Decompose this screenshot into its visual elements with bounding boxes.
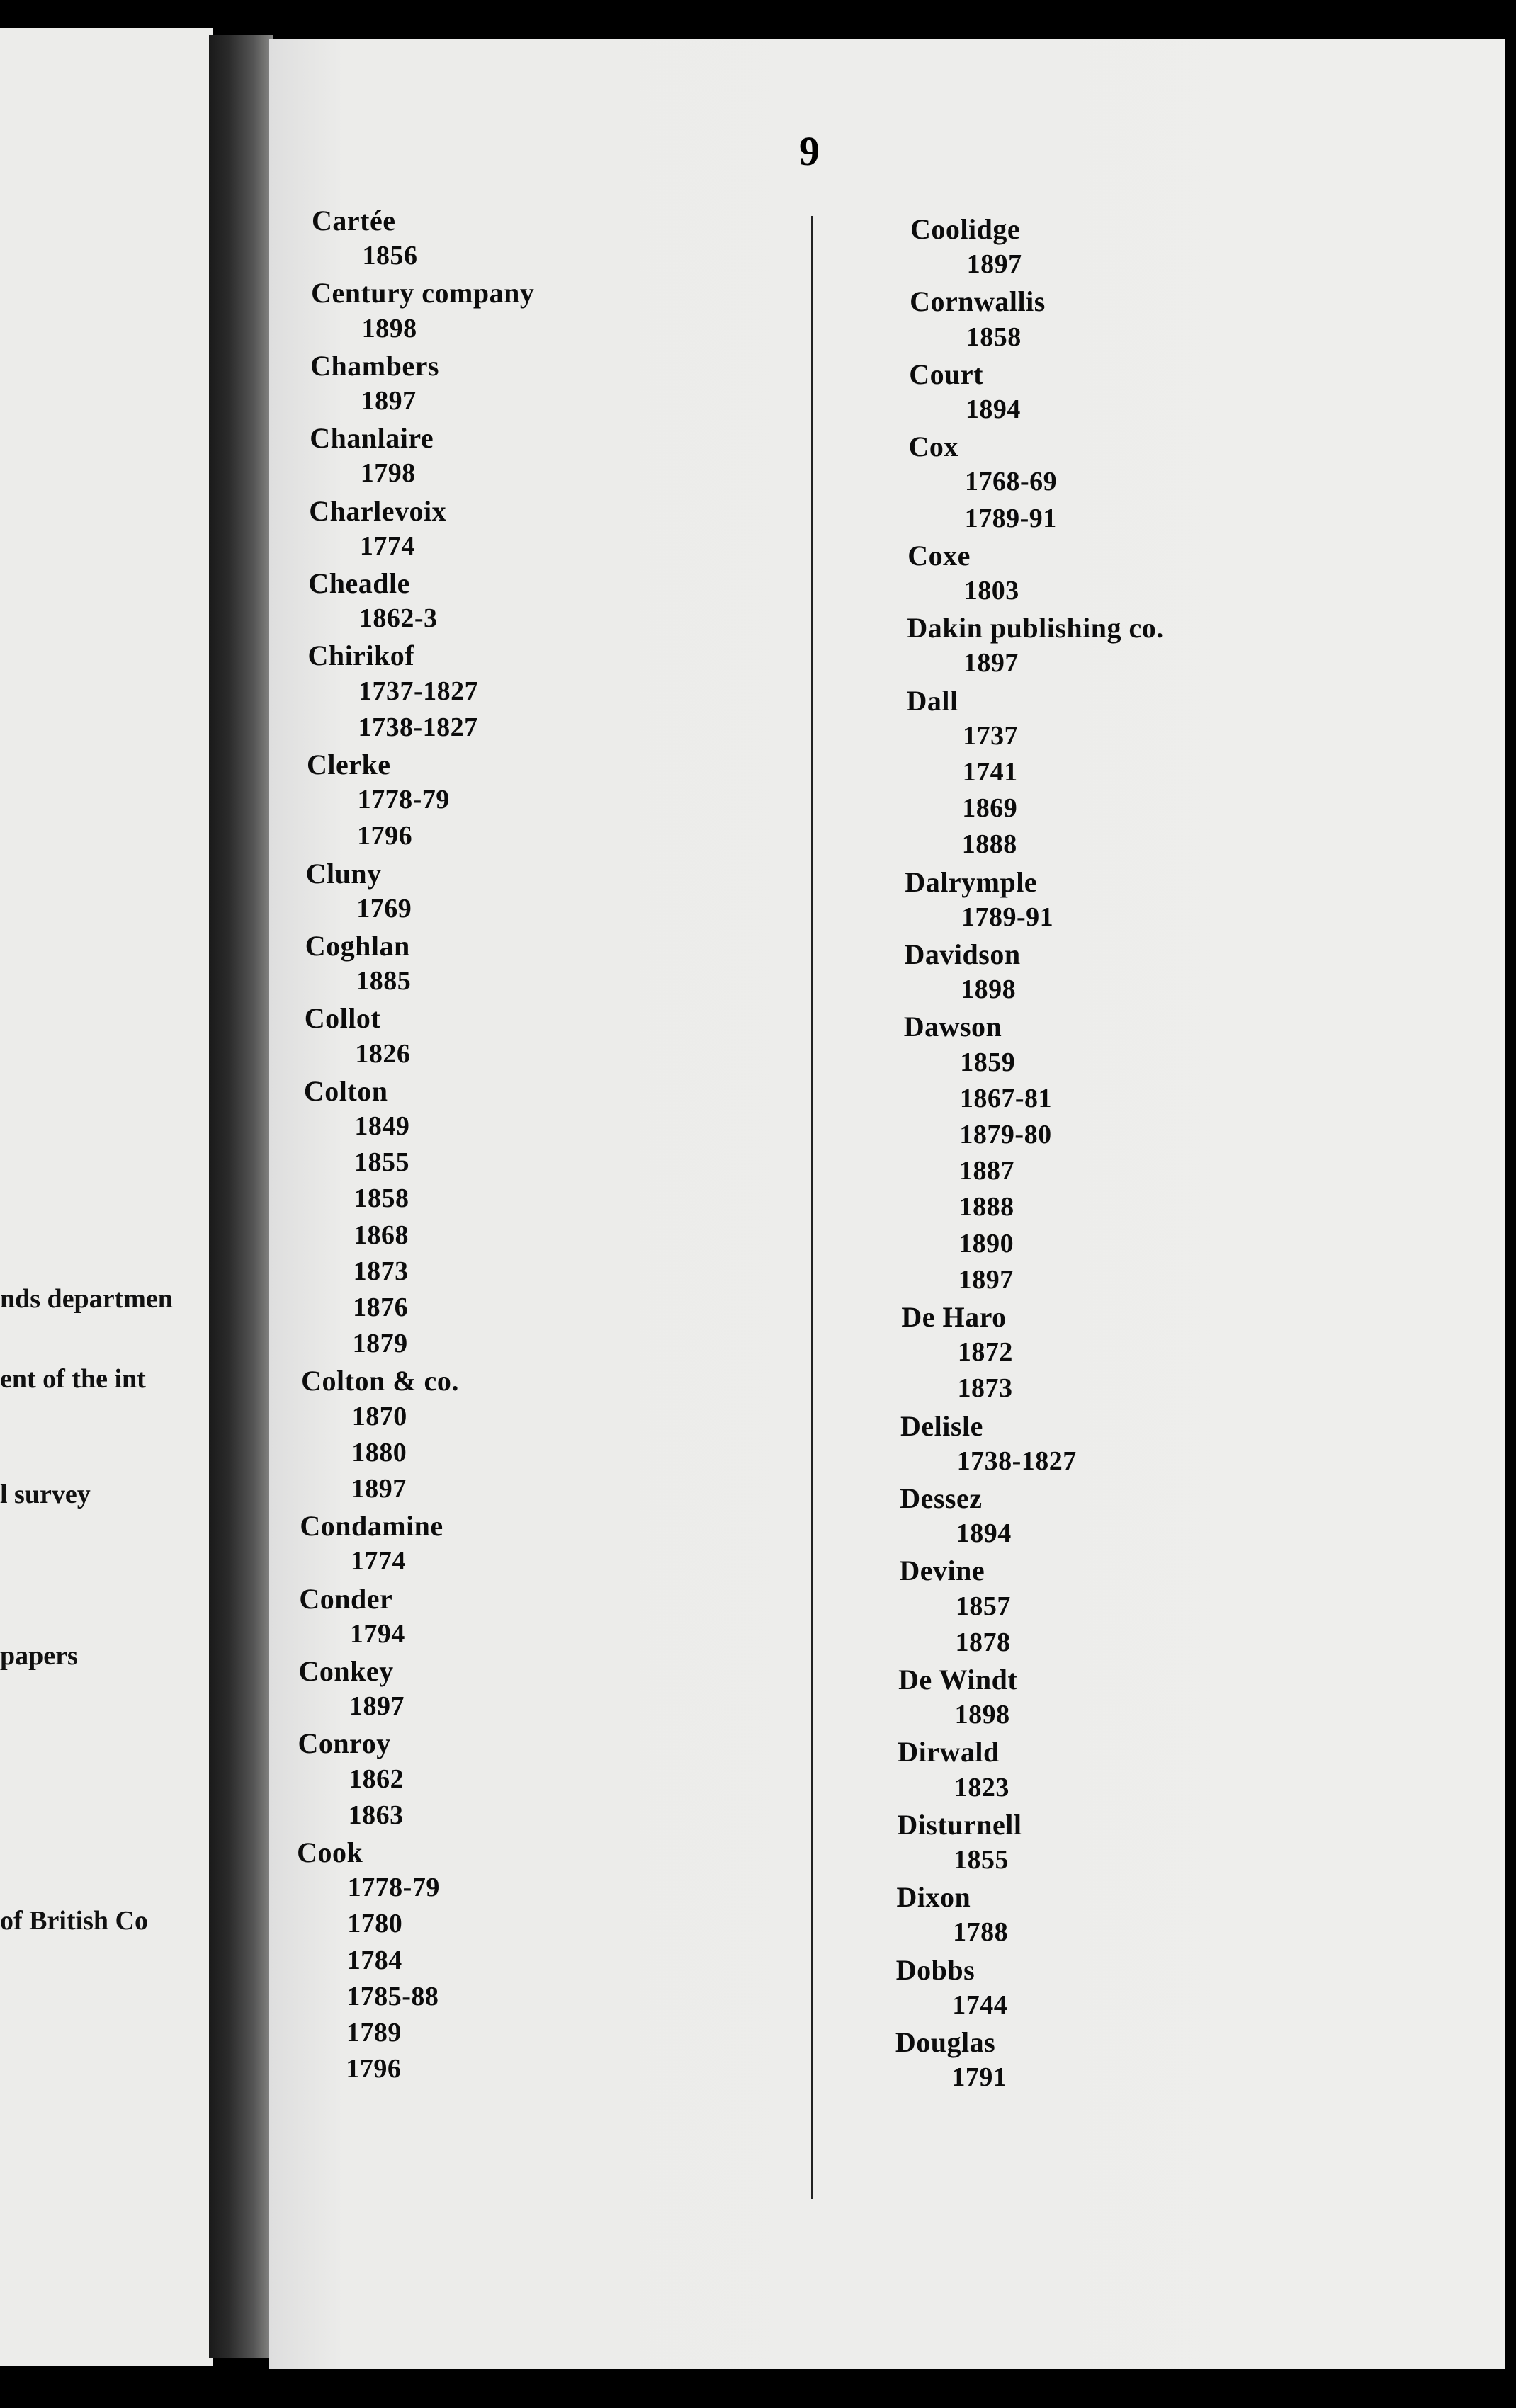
index-entry-year: 1778-79 <box>357 785 450 815</box>
index-entry-year: 1778-79 <box>347 1873 440 1903</box>
index-entry-year: 1737 <box>963 720 1019 751</box>
index-entry-year: 1888 <box>958 1192 1014 1222</box>
index-entry-year: 1780 <box>347 1909 403 1939</box>
index-entry-year: 1744 <box>952 1989 1008 2020</box>
index-entry-name: Conder <box>299 1582 393 1615</box>
index-entry-name: Condamine <box>300 1510 443 1543</box>
index-entry-name: Chirikof <box>307 640 415 672</box>
index-entry-year: 1863 <box>348 1800 404 1830</box>
index-entry-name: Cox <box>908 431 958 463</box>
index-entry-name: Chambers <box>310 349 439 382</box>
index-entry-name: De Windt <box>898 1664 1018 1696</box>
index-entry-year: 1858 <box>966 322 1022 352</box>
index-entry-year: 1897 <box>351 1474 407 1504</box>
index-entry-year: 1876 <box>353 1293 409 1322</box>
index-entry-year: 1855 <box>953 1845 1009 1875</box>
index-entry-name: Collot <box>304 1002 381 1035</box>
index-entry-name: Coolidge <box>910 213 1021 245</box>
index-entry-year: 1887 <box>959 1156 1014 1186</box>
index-entry-year: 1870 <box>351 1401 407 1431</box>
column-divider <box>811 216 813 2199</box>
index-entry-year: 1898 <box>954 1700 1010 1730</box>
index-entry-year: 1873 <box>957 1373 1013 1404</box>
index-entry-name: Clerke <box>307 749 391 780</box>
index-entry-year: 1738-1827 <box>956 1446 1077 1476</box>
index-entry-year: 1879 <box>352 1329 408 1359</box>
index-entry-year: 1894 <box>956 1518 1012 1549</box>
left-fragment: nds departmen <box>0 1284 173 1314</box>
index-entry-year: 1872 <box>957 1337 1013 1368</box>
index-entry-year: 1737-1827 <box>358 676 479 706</box>
left-page-edge <box>0 28 213 2366</box>
index-entry-year: 1898 <box>961 975 1017 1005</box>
index-entry-year: 1774 <box>359 530 415 561</box>
index-entry-name: Court <box>909 358 984 390</box>
index-entry-year: 1849 <box>354 1111 410 1141</box>
index-entry-name: Cluny <box>305 857 382 890</box>
index-entry-year: 1768-69 <box>965 467 1058 497</box>
index-entry-year: 1894 <box>965 394 1021 424</box>
index-entry-name: Delisle <box>900 1409 983 1442</box>
index-entry-year: 1897 <box>349 1691 405 1722</box>
index-entry-year: 1784 <box>346 1945 402 1975</box>
index-entry-year: 1855 <box>353 1147 409 1178</box>
index-entry-year: 1888 <box>961 829 1017 860</box>
index-entry-year: 1856 <box>362 241 418 271</box>
index-entry-name: Douglas <box>895 2026 996 2058</box>
index-entry-name: Davidson <box>904 938 1021 970</box>
index-entry-name: Coghlan <box>305 930 410 962</box>
index-entry-name: Dalrymple <box>905 865 1038 898</box>
index-entry-year: 1789-91 <box>964 503 1057 533</box>
index-entry-name: De Haro <box>901 1301 1007 1333</box>
index-entry-year: 1826 <box>355 1038 411 1069</box>
index-entry-name: Dakin publishing co. <box>907 612 1164 644</box>
index-entry-year: 1897 <box>963 648 1019 678</box>
index-entry-name: Cornwallis <box>910 285 1046 318</box>
index-entry-year: 1791 <box>951 2062 1007 2093</box>
book-gutter <box>209 35 273 2358</box>
index-entry-year: 1823 <box>954 1772 1009 1802</box>
index-entry-name: Disturnell <box>897 1808 1022 1841</box>
index-entry-year: 1774 <box>350 1546 406 1577</box>
index-entry-year: 1869 <box>962 793 1018 824</box>
index-entry-name: Dobbs <box>895 1953 975 1986</box>
index-entry-year: 1798 <box>360 458 416 489</box>
index-entry-name: Conkey <box>298 1655 394 1687</box>
index-entry-name: Cook <box>297 1836 363 1868</box>
index-entry-year: 1796 <box>346 2054 402 2084</box>
index-entry-year: 1796 <box>357 821 413 851</box>
index-entry-year: 1898 <box>361 313 417 343</box>
left-fragment: l survey <box>0 1480 91 1509</box>
index-entry-name: Dessez <box>900 1482 983 1514</box>
index-entry-year: 1789 <box>346 2018 402 2048</box>
index-entry-year: 1868 <box>353 1220 409 1250</box>
index-entry-year: 1858 <box>353 1183 409 1214</box>
index-entry-year: 1859 <box>960 1047 1016 1077</box>
index-entry-year: 1741 <box>962 757 1018 787</box>
index-entry-year: 1857 <box>955 1591 1011 1621</box>
left-fragment: of British Co <box>0 1906 148 1936</box>
index-entry-year: 1738-1827 <box>358 712 478 742</box>
index-entry-year: 1873 <box>353 1256 409 1286</box>
index-entry-year: 1794 <box>349 1618 405 1649</box>
index-entry-name: Devine <box>899 1555 985 1587</box>
index-entry-name: Chanlaire <box>310 422 434 455</box>
right-page <box>269 39 1505 2369</box>
index-entry-year: 1785-88 <box>346 1981 439 2011</box>
index-entry-name: Dawson <box>903 1011 1002 1043</box>
index-entry-year: 1862-3 <box>358 603 438 634</box>
index-entry-name: Cartée <box>312 205 396 237</box>
index-entry-name: Colton <box>303 1074 388 1107</box>
index-entry-name: Cheadle <box>308 567 410 599</box>
index-entry-name: Dirwald <box>898 1736 1000 1768</box>
index-entry-year: 1885 <box>356 966 412 996</box>
index-entry-year: 1803 <box>963 576 1019 606</box>
page-number: 9 <box>799 128 820 174</box>
index-entry-name: Coxe <box>907 539 971 572</box>
index-entry-year: 1897 <box>966 249 1022 280</box>
index-entry-year: 1769 <box>356 893 412 924</box>
index-entry-year: 1897 <box>958 1264 1014 1295</box>
index-entry-year: 1862 <box>349 1764 405 1794</box>
index-entry-year: 1788 <box>953 1917 1009 1948</box>
left-fragment: papers <box>0 1641 78 1671</box>
index-entry-year: 1878 <box>955 1627 1011 1657</box>
index-entry-year: 1879-80 <box>959 1120 1052 1149</box>
index-entry-year: 1880 <box>351 1437 407 1467</box>
index-entry-name: Dall <box>906 684 958 717</box>
index-entry-name: Conroy <box>298 1727 391 1760</box>
index-entry-name: Century company <box>311 277 535 309</box>
index-entry-name: Charlevoix <box>309 494 447 527</box>
index-entry-name: Dixon <box>896 1881 971 1914</box>
left-fragment: ent of the int <box>0 1364 146 1394</box>
index-entry-name: Colton & co. <box>301 1365 459 1397</box>
index-entry-year: 1890 <box>958 1228 1014 1259</box>
index-entry-year: 1897 <box>361 386 417 416</box>
index-entry-year: 1789-91 <box>961 902 1054 932</box>
index-entry-year: 1867-81 <box>959 1083 1052 1113</box>
